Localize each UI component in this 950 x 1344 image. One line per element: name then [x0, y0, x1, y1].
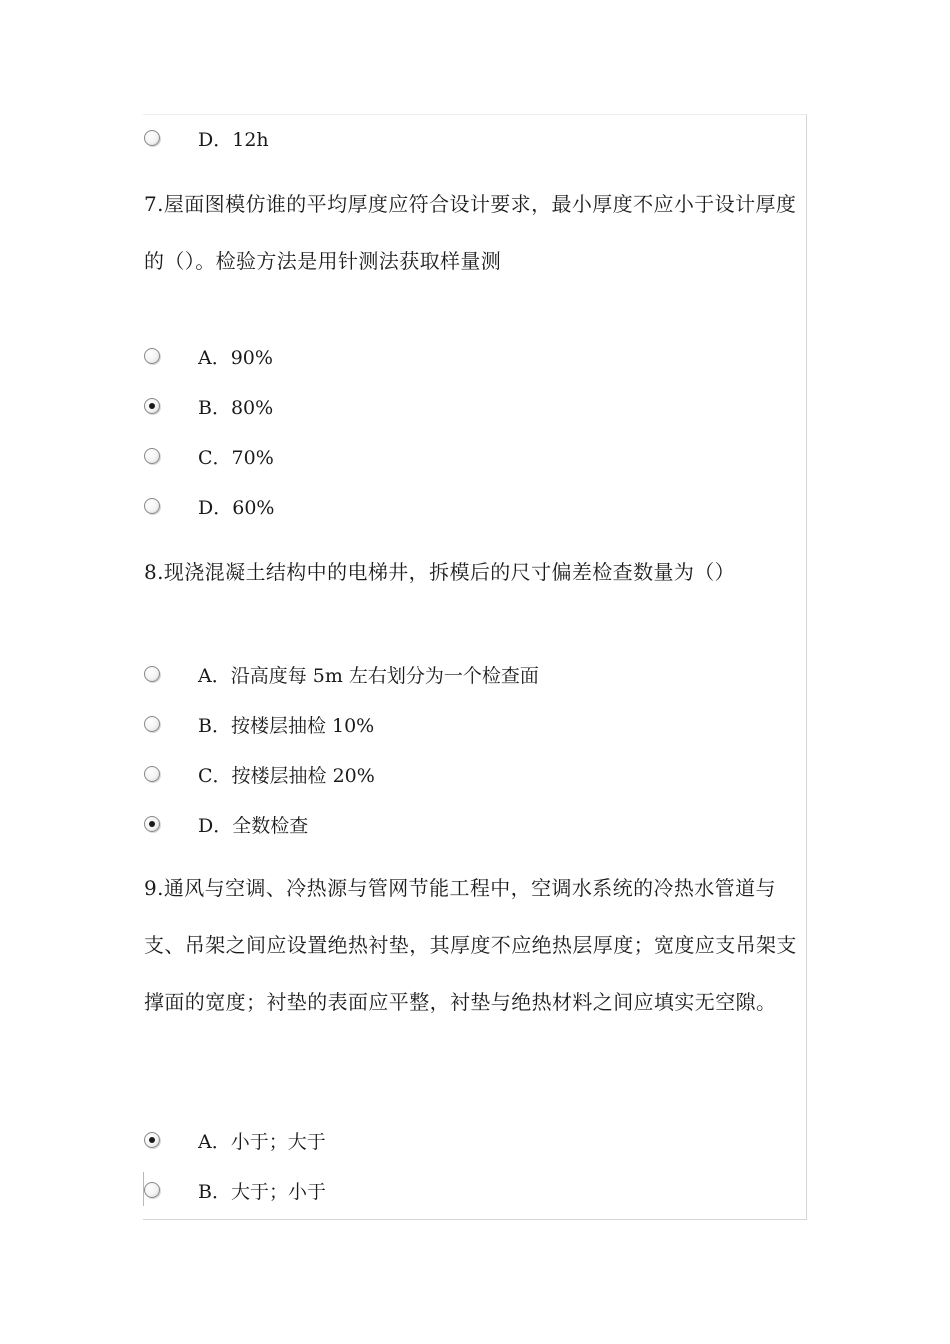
q8-text: 8.现浇混凝土结构中的电梯井，拆模后的尺寸偏差检查数量为（）: [144, 560, 736, 584]
option-label: A．沿高度每 5m 左右划分为一个检查面: [198, 665, 539, 687]
option-label: B．大于；小于: [198, 1181, 326, 1203]
option-label: B．80%: [198, 397, 274, 419]
radio-icon[interactable]: [144, 348, 160, 364]
radio-icon[interactable]: [144, 1132, 160, 1148]
option-label: B．按楼层抽检 10%: [198, 715, 375, 737]
option-label: D．全数检查: [198, 815, 309, 837]
radio-icon[interactable]: [144, 666, 160, 682]
option-label: C．70%: [198, 447, 274, 469]
radio-icon[interactable]: [144, 448, 160, 464]
q9-text: 9.通风与空调、冷热源与管网节能工程中，空调水系统的冷热水管道与支、吊架之间应设置绝热衬垫，其厚度不应绝热层厚度；宽度应支吊架支撑面的宽度；衬垫的表面应平整，衬垫与绝热材料之间应填实无空隙。: [144, 876, 797, 1014]
radio-icon[interactable]: [144, 766, 160, 782]
radio-icon[interactable]: [144, 130, 160, 146]
option-label: A．90%: [198, 347, 273, 369]
radio-icon[interactable]: [144, 398, 160, 414]
radio-icon[interactable]: [144, 816, 160, 832]
option-label: A．小于；大于: [198, 1131, 326, 1153]
radio-icon[interactable]: [144, 1182, 160, 1198]
radio-icon[interactable]: [144, 716, 160, 732]
radio-icon[interactable]: [144, 498, 160, 514]
option-label: D．60%: [198, 497, 275, 519]
option-label: D．12h: [198, 129, 269, 151]
option-label: C．按楼层抽检 20%: [198, 765, 375, 787]
q7-text: 7.屋面图模仿谁的平均厚度应符合设计要求，最小厚度不应小于设计厚度的（）。检验方法是用针测法获取样量测: [144, 192, 797, 273]
